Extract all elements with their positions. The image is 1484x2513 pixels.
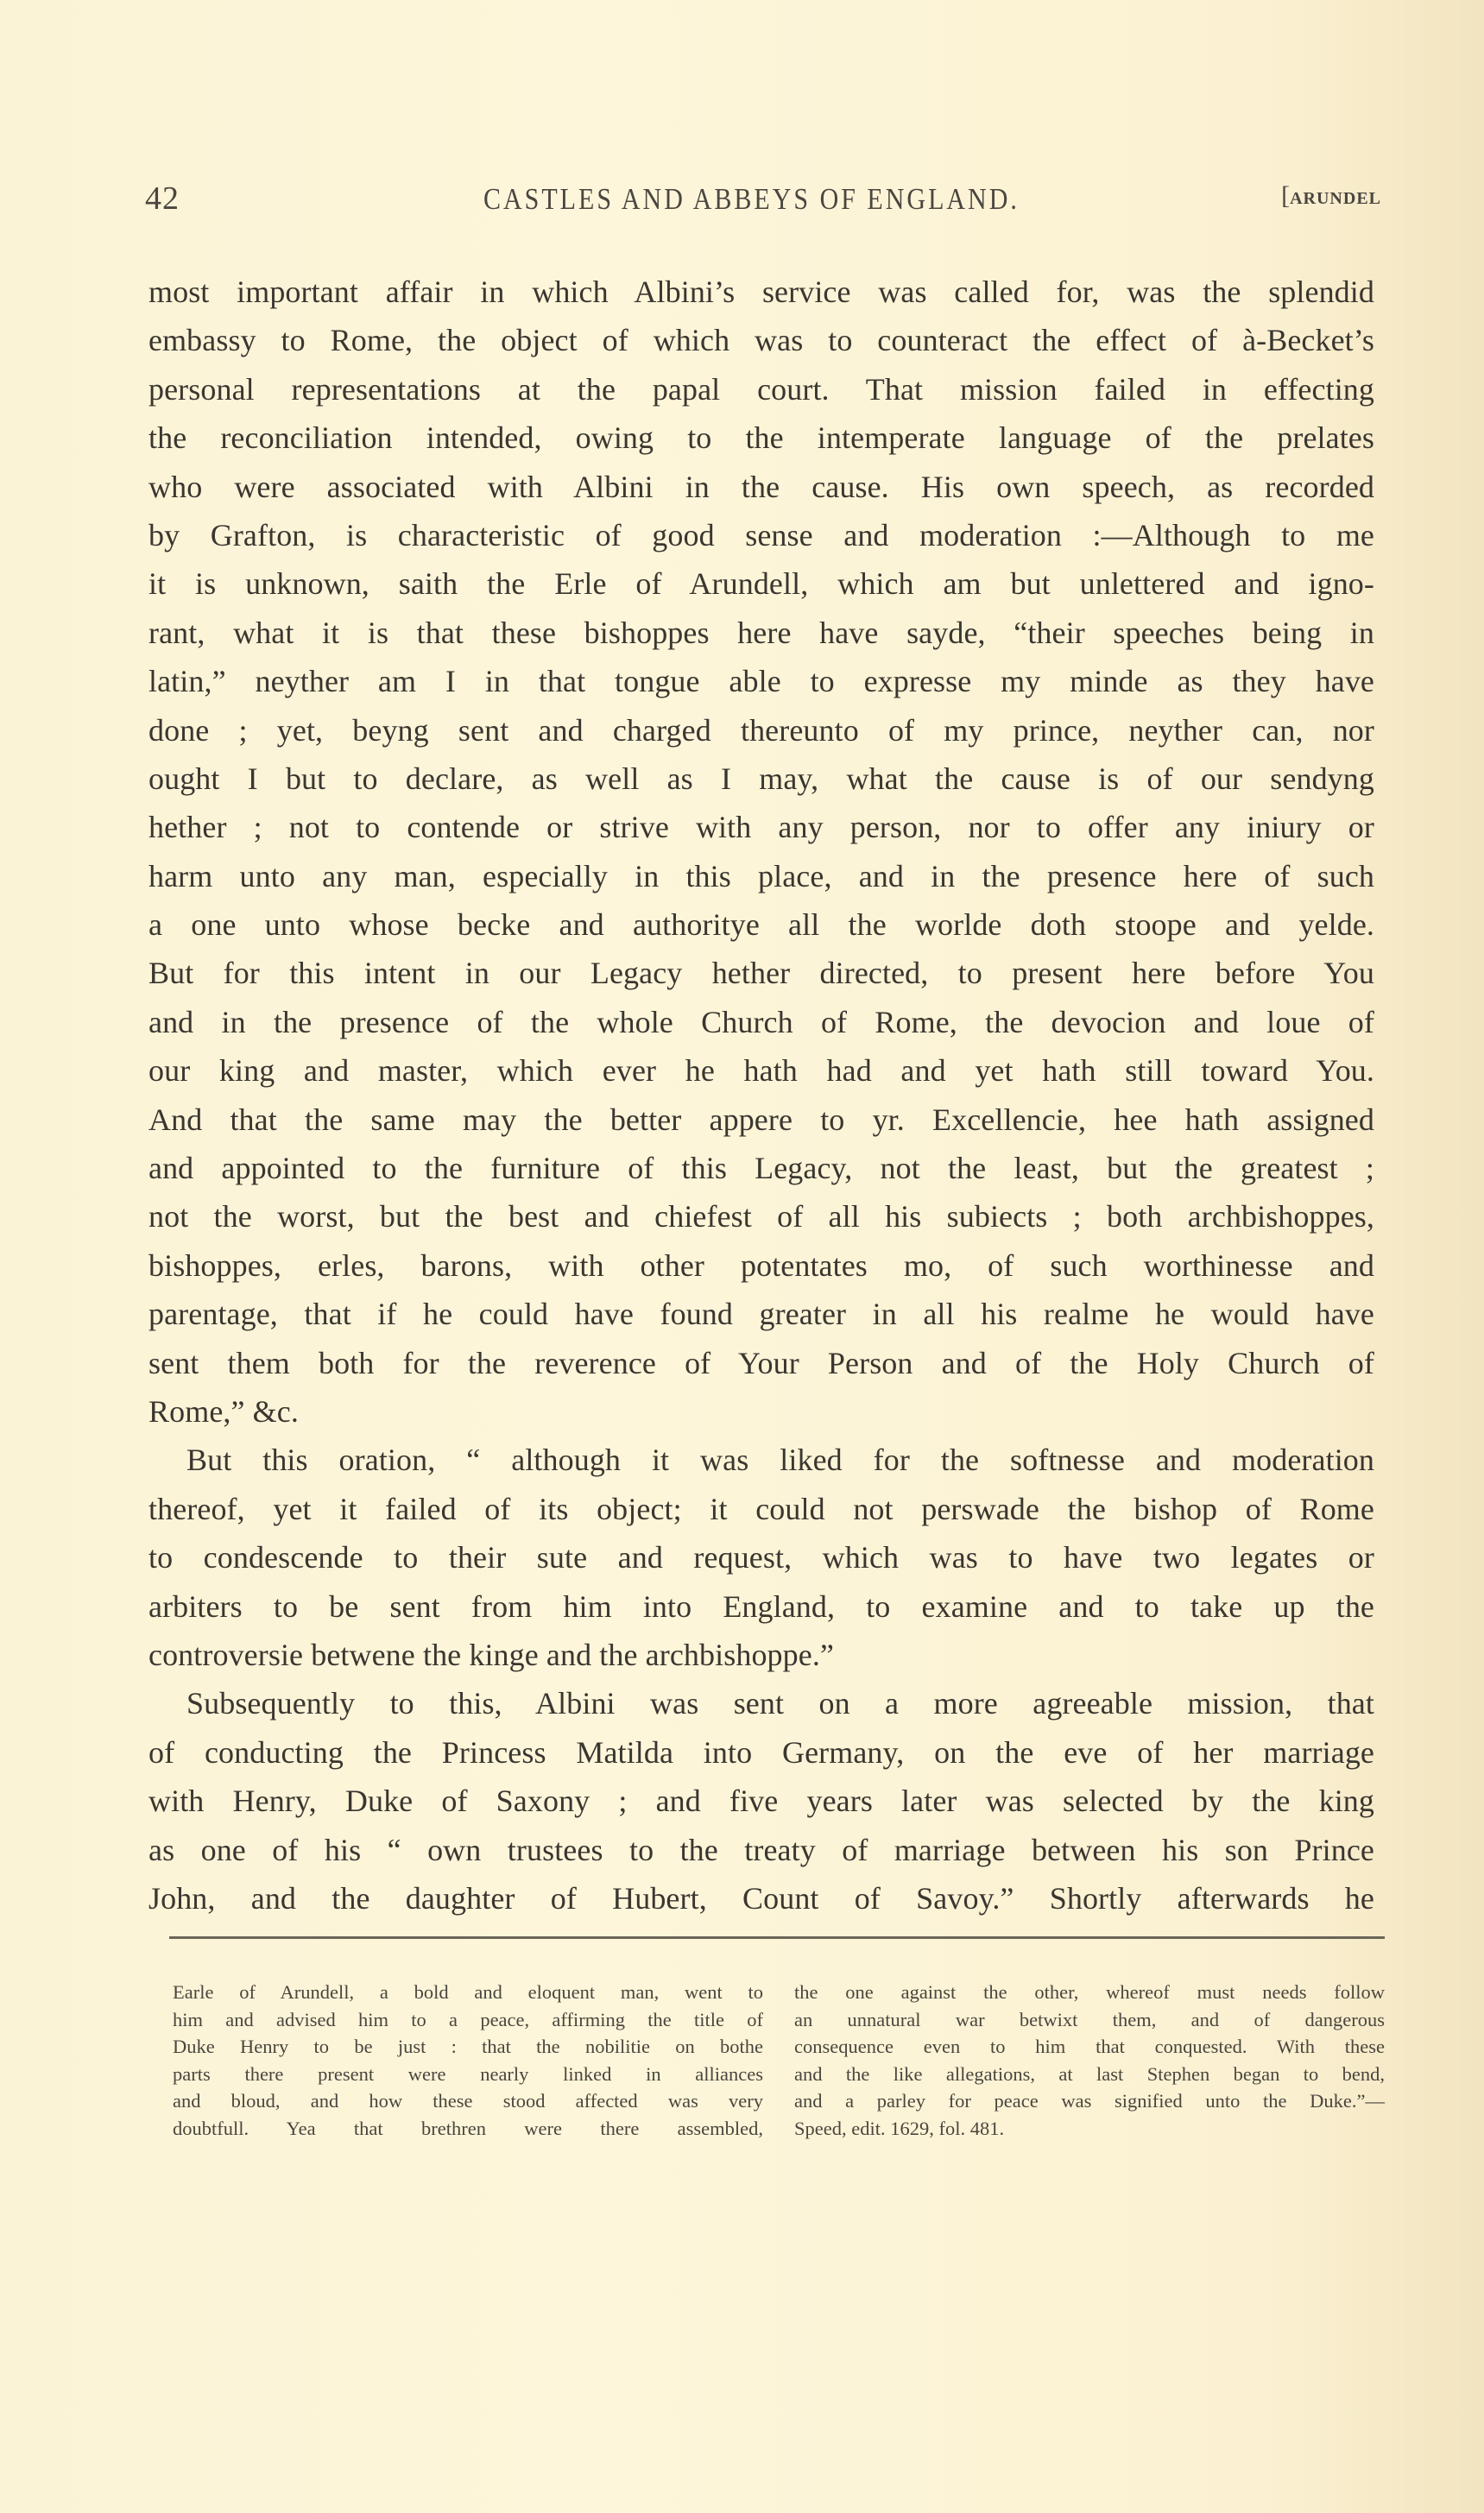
body-line: done ; yet, beyng sent and charged thereunto of my prince, neyther can, nor [148,712,1374,748]
book-title: CASTLES AND ABBEYS OF ENGLAND. [483,183,1020,216]
footnote-line: an unnatural war betwixt them, and of dangerous [794,2008,1385,2030]
body-line: parentage, that if he could have found greater in all his realme he would have [148,1297,1374,1332]
body-line: the reconciliation intended, owing to the intemperate language of the prelates [148,420,1374,456]
footnote-line: consequence even to him that conquested. With these [794,2036,1385,2058]
body-line: to condescende to their sute and request, which was to have two legates or [148,1540,1374,1575]
body-line: by Grafton, is characteristic of good sense and moderation :—Although to me [148,517,1374,552]
section-name: RUNDEL [1303,189,1381,208]
body-line: embassy to Rome, the object of which was to counteract the effect of à-Becket’s [148,323,1374,358]
footnote-line: parts there present were nearly linked in alliances [173,2062,763,2085]
footnote-line: doubtfull. Yea that brethren were there assembled, [173,2117,763,2139]
footnote-line: and a parley for peace was signified unto the Duke.”— [794,2090,1385,2112]
body-line: controversie betwene the kinge and the archbishoppe.” [148,1637,834,1672]
body-line: who were associated with Albini in the cause. His own speech, as recorded [148,469,1374,504]
body-line: personal representations at the papal court. That mission failed in effecting [148,371,1374,407]
footnote-line: Earle of Arundell, a bold and eloquent man, went to [173,1981,763,2003]
body-line: and in the presence of the whole Church of Rome, the devocion and loue of [148,1004,1374,1039]
body-line: most important affair in which Albini’s service was called for, was the splendid [148,275,1374,309]
footnote-column-right [794,1979,1385,2143]
body-line: But this oration, “ although it was liked for the softnesse and moderation [186,1443,1374,1478]
body-line: rant, what it is that these bishoppes here have sayde, “their speeches being in [148,615,1374,650]
body-line: with Henry, Duke of Saxony ; and five years later was selected by the king [148,1784,1374,1819]
footnote-line: the one against the other, whereof must needs follow [794,1981,1385,2003]
body-line: it is unknown, saith the Erle of Arundell, which am but unlettered and igno- [148,566,1374,602]
footnote-line: and bloud, and how these stood affected was very [173,2090,763,2112]
body-line: bishoppes, erles, barons, with other potentates mo, of such worthinesse and [148,1247,1374,1283]
body-text [148,268,1374,1923]
section-heading [1281,181,1381,211]
body-line: And that the same may the better appere to yr. Excellencie, hee hath assigned [148,1102,1374,1137]
body-line: a one unto whose becke and authoritye all the worlde doth stoope and yelde. [148,907,1374,943]
body-line: and appointed to the furniture of this Legacy, not the least, but the greatest ; [148,1151,1374,1186]
body-line: Rome,” &c. [148,1393,299,1429]
body-line: of conducting the Princess Matilda into Germany, on the eve of her marriage [148,1734,1374,1770]
body-line: thereof, yet it failed of its object; it could not perswade the bishop of Rome [148,1491,1374,1526]
body-line: our king and master, which ever he hath had and yet hath still toward You. [148,1053,1374,1089]
footnote-rule [169,1936,1385,1939]
footnote-line: him and advised him to a peace, affirming the title of [173,2008,763,2030]
running-head [145,180,1381,223]
footnote-line: and the like allegations, at last Stephen began to bend, [794,2062,1385,2085]
body-line: ought I but to declare, as well as I may, what the cause is of our sendyng [148,761,1374,796]
body-line: Subsequently to this, Albini was sent on a more agreeable mission, that [186,1686,1374,1721]
body-line: latin,” neyther am I in that tongue able to expresse my minde as they have [148,664,1374,699]
page-number: 42 [145,180,180,217]
body-line: John, and the daughter of Hubert, Count of Savoy.” Shortly afterwards he [148,1880,1374,1916]
body-line: arbiters to be sent from him into England, to examine and to take up the [148,1588,1374,1624]
section-initial: A [1290,189,1304,208]
footnote-column-left [173,1979,763,2143]
section-bracket: [ [1281,181,1291,210]
body-line: as one of his “ own trustees to the treaty of marriage between his son Prince [148,1832,1374,1867]
footnote-line: Speed, edit. 1629, fol. 481. [794,2117,1005,2139]
body-line: sent them both for the reverence of Your Person and of the Holy Church of [148,1345,1374,1380]
body-line: hether ; not to contende or strive with any person, nor to offer any iniury or [148,810,1374,845]
body-line: But for this intent in our Legacy hether directed, to present here before You [148,956,1374,991]
body-line: not the worst, but the best and chiefest of all his subiects ; both archbishoppes, [148,1199,1374,1234]
footnote-line: Duke Henry to be just : that the nobilitie on bothe [173,2036,763,2058]
body-line: harm unto any man, especially in this place, and in the presence here of such [148,858,1374,893]
